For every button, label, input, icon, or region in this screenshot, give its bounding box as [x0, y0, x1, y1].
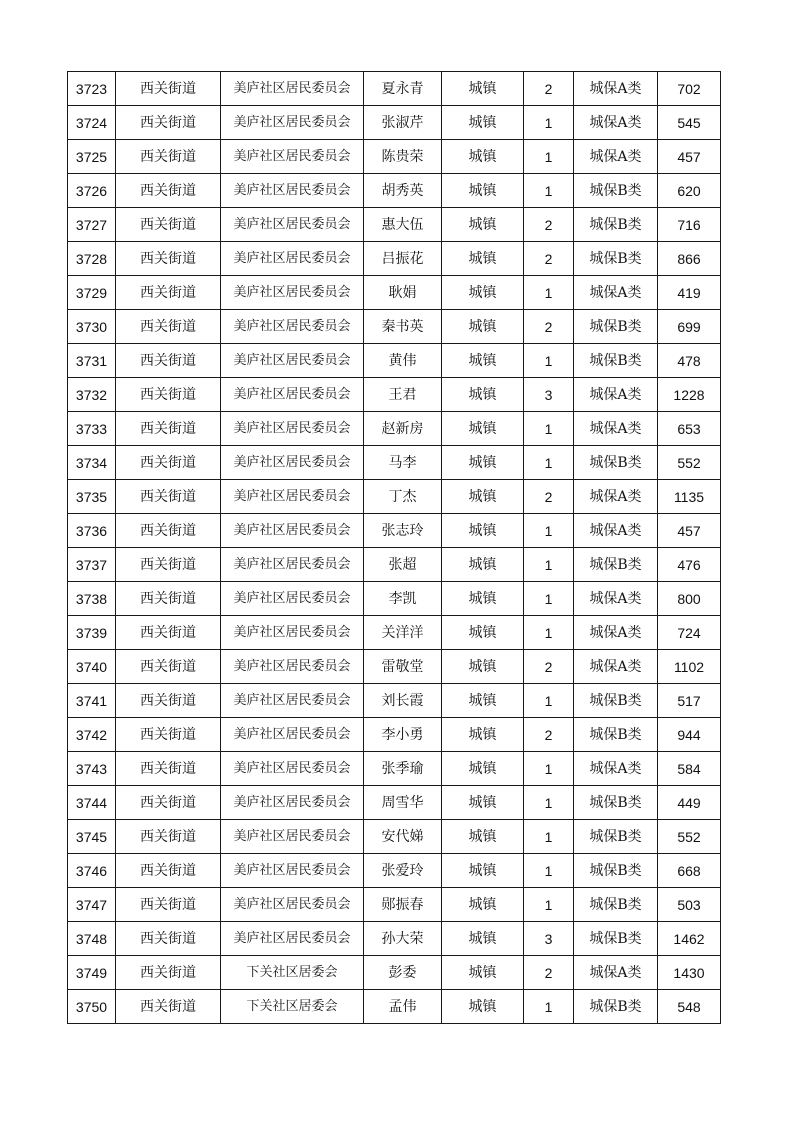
serial-number-cell: 3731 — [68, 344, 116, 378]
amount-cell: 866 — [658, 242, 721, 276]
community-cell: 美庐社区居民委员会 — [221, 922, 364, 956]
amount-cell: 584 — [658, 752, 721, 786]
name-cell: 孟伟 — [364, 990, 442, 1024]
household-size-cell: 1 — [524, 140, 574, 174]
household-type-cell: 城镇 — [442, 378, 524, 412]
community-cell: 美庐社区居民委员会 — [221, 344, 364, 378]
amount-cell: 457 — [658, 514, 721, 548]
subdistrict-cell: 西关街道 — [116, 412, 221, 446]
name-cell: 惠大伍 — [364, 208, 442, 242]
table-row — [68, 106, 721, 140]
table-row — [68, 582, 721, 616]
assistance-category-cell: 城保A类 — [574, 72, 658, 106]
household-size-cell: 1 — [524, 616, 574, 650]
assistance-category-cell: 城保A类 — [574, 650, 658, 684]
household-size-cell: 1 — [524, 276, 574, 310]
table-row — [68, 276, 721, 310]
serial-number-cell: 3724 — [68, 106, 116, 140]
serial-number-cell: 3736 — [68, 514, 116, 548]
serial-number-cell: 3726 — [68, 174, 116, 208]
household-type-cell: 城镇 — [442, 650, 524, 684]
community-cell: 美庐社区居民委员会 — [221, 106, 364, 140]
name-cell: 关洋洋 — [364, 616, 442, 650]
amount-cell: 449 — [658, 786, 721, 820]
subdistrict-cell: 西关街道 — [116, 684, 221, 718]
community-cell: 美庐社区居民委员会 — [221, 548, 364, 582]
household-size-cell: 1 — [524, 106, 574, 140]
household-size-cell: 2 — [524, 208, 574, 242]
household-type-cell: 城镇 — [442, 718, 524, 752]
subdistrict-cell: 西关街道 — [116, 140, 221, 174]
subdistrict-cell: 西关街道 — [116, 650, 221, 684]
amount-cell: 1430 — [658, 956, 721, 990]
assistance-category-cell: 城保B类 — [574, 820, 658, 854]
household-type-cell: 城镇 — [442, 922, 524, 956]
assistance-category-cell: 城保A类 — [574, 514, 658, 548]
household-type-cell: 城镇 — [442, 582, 524, 616]
household-size-cell: 2 — [524, 718, 574, 752]
table-row — [68, 378, 721, 412]
household-size-cell: 2 — [524, 242, 574, 276]
household-size-cell: 1 — [524, 548, 574, 582]
assistance-category-cell: 城保B类 — [574, 208, 658, 242]
table-row — [68, 718, 721, 752]
subdistrict-cell: 西关街道 — [116, 888, 221, 922]
subdistrict-cell: 西关街道 — [116, 72, 221, 106]
community-cell: 美庐社区居民委员会 — [221, 514, 364, 548]
amount-cell: 476 — [658, 548, 721, 582]
serial-number-cell: 3750 — [68, 990, 116, 1024]
amount-cell: 478 — [658, 344, 721, 378]
subdistrict-cell: 西关街道 — [116, 718, 221, 752]
subdistrict-cell: 西关街道 — [116, 854, 221, 888]
table-row — [68, 310, 721, 344]
household-size-cell: 3 — [524, 378, 574, 412]
assistance-category-cell: 城保A类 — [574, 616, 658, 650]
household-type-cell: 城镇 — [442, 208, 524, 242]
community-cell: 美庐社区居民委员会 — [221, 242, 364, 276]
table-row — [68, 616, 721, 650]
table-row — [68, 990, 721, 1024]
community-cell: 美庐社区居民委员会 — [221, 480, 364, 514]
name-cell: 周雪华 — [364, 786, 442, 820]
assistance-category-cell: 城保B类 — [574, 786, 658, 820]
household-size-cell: 1 — [524, 752, 574, 786]
assistance-category-cell: 城保A类 — [574, 582, 658, 616]
amount-cell: 724 — [658, 616, 721, 650]
household-type-cell: 城镇 — [442, 140, 524, 174]
community-cell: 美庐社区居民委员会 — [221, 684, 364, 718]
serial-number-cell: 3741 — [68, 684, 116, 718]
assistance-roster-table — [67, 71, 721, 1024]
household-type-cell: 城镇 — [442, 480, 524, 514]
amount-cell: 702 — [658, 72, 721, 106]
amount-cell: 716 — [658, 208, 721, 242]
subdistrict-cell: 西关街道 — [116, 344, 221, 378]
amount-cell: 1102 — [658, 650, 721, 684]
assistance-category-cell: 城保A类 — [574, 276, 658, 310]
assistance-category-cell: 城保A类 — [574, 412, 658, 446]
community-cell: 美庐社区居民委员会 — [221, 616, 364, 650]
subdistrict-cell: 西关街道 — [116, 922, 221, 956]
assistance-category-cell: 城保A类 — [574, 752, 658, 786]
household-type-cell: 城镇 — [442, 514, 524, 548]
community-cell: 下关社区居委会 — [221, 990, 364, 1024]
amount-cell: 944 — [658, 718, 721, 752]
amount-cell: 552 — [658, 446, 721, 480]
assistance-category-cell: 城保B类 — [574, 854, 658, 888]
name-cell: 吕振花 — [364, 242, 442, 276]
household-type-cell: 城镇 — [442, 106, 524, 140]
name-cell: 秦书英 — [364, 310, 442, 344]
amount-cell: 545 — [658, 106, 721, 140]
assistance-category-cell: 城保B类 — [574, 174, 658, 208]
table-row — [68, 514, 721, 548]
household-type-cell: 城镇 — [442, 276, 524, 310]
serial-number-cell: 3749 — [68, 956, 116, 990]
serial-number-cell: 3735 — [68, 480, 116, 514]
household-type-cell: 城镇 — [442, 854, 524, 888]
serial-number-cell: 3742 — [68, 718, 116, 752]
subdistrict-cell: 西关街道 — [116, 310, 221, 344]
assistance-category-cell: 城保A类 — [574, 956, 658, 990]
name-cell: 耿娟 — [364, 276, 442, 310]
table-row — [68, 650, 721, 684]
community-cell: 下关社区居委会 — [221, 956, 364, 990]
name-cell: 刘长霞 — [364, 684, 442, 718]
name-cell: 赵新房 — [364, 412, 442, 446]
table-row — [68, 752, 721, 786]
subdistrict-cell: 西关街道 — [116, 752, 221, 786]
household-type-cell: 城镇 — [442, 956, 524, 990]
name-cell: 张季瑜 — [364, 752, 442, 786]
amount-cell: 800 — [658, 582, 721, 616]
serial-number-cell: 3738 — [68, 582, 116, 616]
assistance-category-cell: 城保B类 — [574, 684, 658, 718]
name-cell: 彭委 — [364, 956, 442, 990]
household-size-cell: 2 — [524, 956, 574, 990]
household-size-cell: 2 — [524, 310, 574, 344]
name-cell: 郧振春 — [364, 888, 442, 922]
household-type-cell: 城镇 — [442, 888, 524, 922]
amount-cell: 668 — [658, 854, 721, 888]
assistance-category-cell: 城保B类 — [574, 446, 658, 480]
serial-number-cell: 3737 — [68, 548, 116, 582]
table-row — [68, 956, 721, 990]
table-row — [68, 446, 721, 480]
serial-number-cell: 3728 — [68, 242, 116, 276]
serial-number-cell: 3723 — [68, 72, 116, 106]
serial-number-cell: 3727 — [68, 208, 116, 242]
household-type-cell: 城镇 — [442, 786, 524, 820]
household-type-cell: 城镇 — [442, 752, 524, 786]
amount-cell: 419 — [658, 276, 721, 310]
serial-number-cell: 3732 — [68, 378, 116, 412]
subdistrict-cell: 西关街道 — [116, 446, 221, 480]
serial-number-cell: 3744 — [68, 786, 116, 820]
assistance-category-cell: 城保B类 — [574, 242, 658, 276]
serial-number-cell: 3740 — [68, 650, 116, 684]
household-type-cell: 城镇 — [442, 412, 524, 446]
community-cell: 美庐社区居民委员会 — [221, 888, 364, 922]
assistance-category-cell: 城保A类 — [574, 378, 658, 412]
household-type-cell: 城镇 — [442, 446, 524, 480]
name-cell: 安代娣 — [364, 820, 442, 854]
community-cell: 美庐社区居民委员会 — [221, 854, 364, 888]
name-cell: 张爱玲 — [364, 854, 442, 888]
community-cell: 美庐社区居民委员会 — [221, 582, 364, 616]
community-cell: 美庐社区居民委员会 — [221, 310, 364, 344]
household-size-cell: 1 — [524, 820, 574, 854]
community-cell: 美庐社区居民委员会 — [221, 752, 364, 786]
subdistrict-cell: 西关街道 — [116, 480, 221, 514]
name-cell: 李凯 — [364, 582, 442, 616]
household-type-cell: 城镇 — [442, 820, 524, 854]
serial-number-cell: 3733 — [68, 412, 116, 446]
name-cell: 陈贵荣 — [364, 140, 442, 174]
community-cell: 美庐社区居民委员会 — [221, 140, 364, 174]
household-size-cell: 1 — [524, 582, 574, 616]
serial-number-cell: 3748 — [68, 922, 116, 956]
household-size-cell: 1 — [524, 888, 574, 922]
subdistrict-cell: 西关街道 — [116, 208, 221, 242]
subdistrict-cell: 西关街道 — [116, 786, 221, 820]
subdistrict-cell: 西关街道 — [116, 956, 221, 990]
name-cell: 丁杰 — [364, 480, 442, 514]
subdistrict-cell: 西关街道 — [116, 820, 221, 854]
table-row — [68, 786, 721, 820]
name-cell: 黄伟 — [364, 344, 442, 378]
amount-cell: 503 — [658, 888, 721, 922]
name-cell: 张淑芹 — [364, 106, 442, 140]
assistance-category-cell: 城保B类 — [574, 990, 658, 1024]
community-cell: 美庐社区居民委员会 — [221, 174, 364, 208]
household-type-cell: 城镇 — [442, 72, 524, 106]
serial-number-cell: 3743 — [68, 752, 116, 786]
amount-cell: 699 — [658, 310, 721, 344]
household-size-cell: 1 — [524, 854, 574, 888]
serial-number-cell: 3730 — [68, 310, 116, 344]
household-type-cell: 城镇 — [442, 310, 524, 344]
name-cell: 张志玲 — [364, 514, 442, 548]
community-cell: 美庐社区居民委员会 — [221, 378, 364, 412]
community-cell: 美庐社区居民委员会 — [221, 786, 364, 820]
assistance-category-cell: 城保B类 — [574, 548, 658, 582]
name-cell: 孙大荣 — [364, 922, 442, 956]
assistance-category-cell: 城保B类 — [574, 888, 658, 922]
assistance-category-cell: 城保B类 — [574, 922, 658, 956]
subdistrict-cell: 西关街道 — [116, 548, 221, 582]
amount-cell: 517 — [658, 684, 721, 718]
serial-number-cell: 3745 — [68, 820, 116, 854]
assistance-category-cell: 城保B类 — [574, 310, 658, 344]
subdistrict-cell: 西关街道 — [116, 242, 221, 276]
community-cell: 美庐社区居民委员会 — [221, 820, 364, 854]
assistance-category-cell: 城保A类 — [574, 140, 658, 174]
amount-cell: 653 — [658, 412, 721, 446]
subdistrict-cell: 西关街道 — [116, 276, 221, 310]
community-cell: 美庐社区居民委员会 — [221, 208, 364, 242]
table-row — [68, 412, 721, 446]
name-cell: 雷敬堂 — [364, 650, 442, 684]
name-cell: 王君 — [364, 378, 442, 412]
serial-number-cell: 3734 — [68, 446, 116, 480]
name-cell: 李小勇 — [364, 718, 442, 752]
table-row — [68, 480, 721, 514]
assistance-category-cell: 城保B类 — [574, 718, 658, 752]
serial-number-cell: 3725 — [68, 140, 116, 174]
community-cell: 美庐社区居民委员会 — [221, 446, 364, 480]
amount-cell: 1135 — [658, 480, 721, 514]
table-body — [68, 72, 721, 1024]
name-cell: 夏永青 — [364, 72, 442, 106]
community-cell: 美庐社区居民委员会 — [221, 718, 364, 752]
household-size-cell: 3 — [524, 922, 574, 956]
household-size-cell: 2 — [524, 480, 574, 514]
amount-cell: 552 — [658, 820, 721, 854]
table-row — [68, 242, 721, 276]
community-cell: 美庐社区居民委员会 — [221, 72, 364, 106]
subdistrict-cell: 西关街道 — [116, 616, 221, 650]
assistance-category-cell: 城保B类 — [574, 344, 658, 378]
table-row — [68, 684, 721, 718]
subdistrict-cell: 西关街道 — [116, 106, 221, 140]
household-type-cell: 城镇 — [442, 684, 524, 718]
household-type-cell: 城镇 — [442, 616, 524, 650]
household-size-cell: 1 — [524, 344, 574, 378]
name-cell: 马李 — [364, 446, 442, 480]
household-type-cell: 城镇 — [442, 990, 524, 1024]
household-size-cell: 1 — [524, 174, 574, 208]
serial-number-cell: 3746 — [68, 854, 116, 888]
household-size-cell: 1 — [524, 514, 574, 548]
household-type-cell: 城镇 — [442, 344, 524, 378]
household-size-cell: 1 — [524, 786, 574, 820]
community-cell: 美庐社区居民委员会 — [221, 650, 364, 684]
table-row — [68, 854, 721, 888]
household-size-cell: 1 — [524, 446, 574, 480]
household-size-cell: 2 — [524, 72, 574, 106]
subdistrict-cell: 西关街道 — [116, 990, 221, 1024]
table-row — [68, 888, 721, 922]
subdistrict-cell: 西关街道 — [116, 582, 221, 616]
serial-number-cell: 3747 — [68, 888, 116, 922]
amount-cell: 457 — [658, 140, 721, 174]
name-cell: 胡秀英 — [364, 174, 442, 208]
subdistrict-cell: 西关街道 — [116, 174, 221, 208]
household-size-cell: 2 — [524, 650, 574, 684]
assistance-category-cell: 城保A类 — [574, 106, 658, 140]
community-cell: 美庐社区居民委员会 — [221, 276, 364, 310]
table-row — [68, 72, 721, 106]
name-cell: 张超 — [364, 548, 442, 582]
household-size-cell: 1 — [524, 684, 574, 718]
table-row — [68, 820, 721, 854]
household-type-cell: 城镇 — [442, 242, 524, 276]
serial-number-cell: 3729 — [68, 276, 116, 310]
assistance-category-cell: 城保A类 — [574, 480, 658, 514]
community-cell: 美庐社区居民委员会 — [221, 412, 364, 446]
household-size-cell: 1 — [524, 412, 574, 446]
table-row — [68, 344, 721, 378]
subdistrict-cell: 西关街道 — [116, 378, 221, 412]
serial-number-cell: 3739 — [68, 616, 116, 650]
subdistrict-cell: 西关街道 — [116, 514, 221, 548]
table-row — [68, 548, 721, 582]
table-row — [68, 922, 721, 956]
amount-cell: 1462 — [658, 922, 721, 956]
amount-cell: 620 — [658, 174, 721, 208]
household-type-cell: 城镇 — [442, 174, 524, 208]
household-type-cell: 城镇 — [442, 548, 524, 582]
table-row — [68, 174, 721, 208]
household-size-cell: 1 — [524, 990, 574, 1024]
table-row — [68, 208, 721, 242]
amount-cell: 1228 — [658, 378, 721, 412]
amount-cell: 548 — [658, 990, 721, 1024]
table-row — [68, 140, 721, 174]
